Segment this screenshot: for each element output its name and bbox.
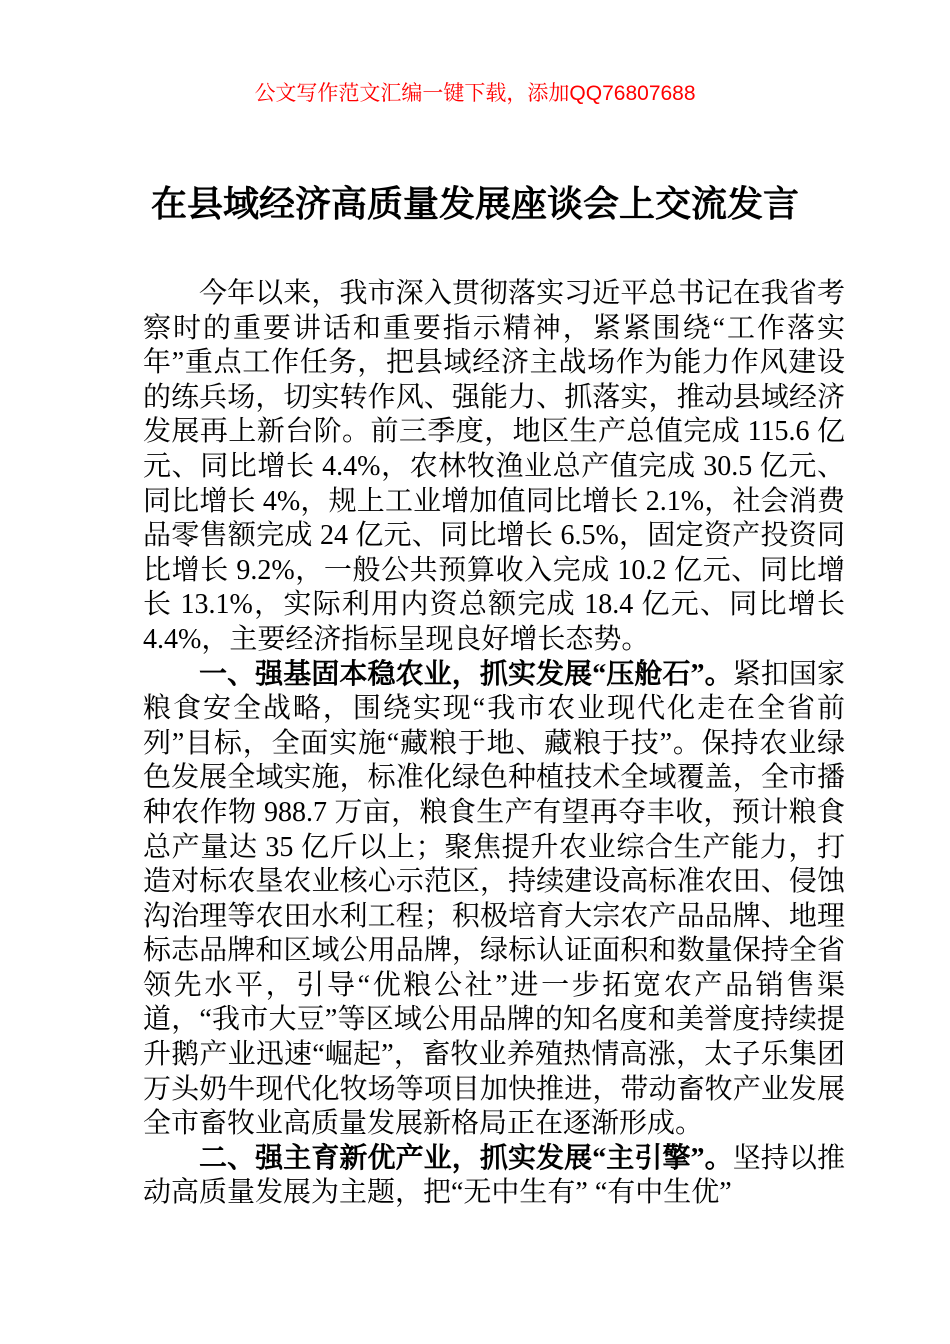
promo-notice: 公文写作范文汇编一键下载，添加QQ76807688 — [254, 82, 696, 105]
paragraph-text: 紧扣国家粮食安全战略，围绕实现“我市农业现代化走在全省前列”目标，全面实施“藏粮于地、藏粮于技”。保持农业绿色发展全域实施，标准化绿色种植技术全域覆盖，全市播种农作物 988.7 万亩，粮食生产有望再夺丰收，预计粮食总产量达 35 亿斤以上；聚焦提升农业综合生产能力，打造对标农垦农业核心示范区，持续建设高标准农田、侵蚀沟治理等农田水利工程；积极培育大宗农产品品牌、地理标志品牌和区域公用品牌，绿标认证面积和数量保持全省领先水平，引导“优粮公社”进一步拓宽农产品销售渠道，“我市大豆”等区域公用品牌的知名度和美誉度持续提升鹅产业迅速“崛起”，畜牧业养殖热情高涨，太子乐集团万头奶牛现代化牧场等项目加快推进，带动畜牧产业发展全市畜牧业高质量发展新格局正在逐渐形成。 — [143, 658, 845, 1140]
document-body — [143, 277, 845, 1211]
body-paragraph — [143, 277, 845, 658]
body-paragraph — [143, 658, 845, 1142]
paragraph-lead: 二、强主育新优产业，抓实发展“主引擎”。 — [199, 1142, 733, 1174]
paragraph-text: 今年以来，我市深入贯彻落实习近平总书记在我省考察时的重要讲话和重要指示精神，紧紧围绕“工作落实年”重点工作任务，把县域经济主战场作为能力作风建设的练兵场，切实转作风、强能力、抓落实，推动县域经济发展再上新台阶。前三季度，地区生产总值完成 115.6 亿元、同比增长 4.4%，农林牧渔业总产值完成 30.5 亿元、同比增长 4%，规上工业增加值同比增长 2.1%，社会消费品零售额完成 24 亿元、同比增长 6.5%，固定资产投资同比增长 9.2%，一般公共预算收入完成 10.2 亿元、同比增长 13.1%，实际利用内资总额完成 18.4 亿元、同比增长 4.4%，主要经济指标呈现良好增长态势。 — [143, 278, 845, 655]
body-paragraph — [143, 1142, 845, 1211]
document-title: 在县域经济高质量发展座谈会上交流发言 — [150, 183, 799, 224]
paragraph-text: 坚持以推动高质量发展为主题，把“无中生有” “有中生优” — [143, 1142, 845, 1209]
paragraph-lead: 一、强基固本稳农业，抓实发展“压舱石”。 — [199, 658, 733, 690]
